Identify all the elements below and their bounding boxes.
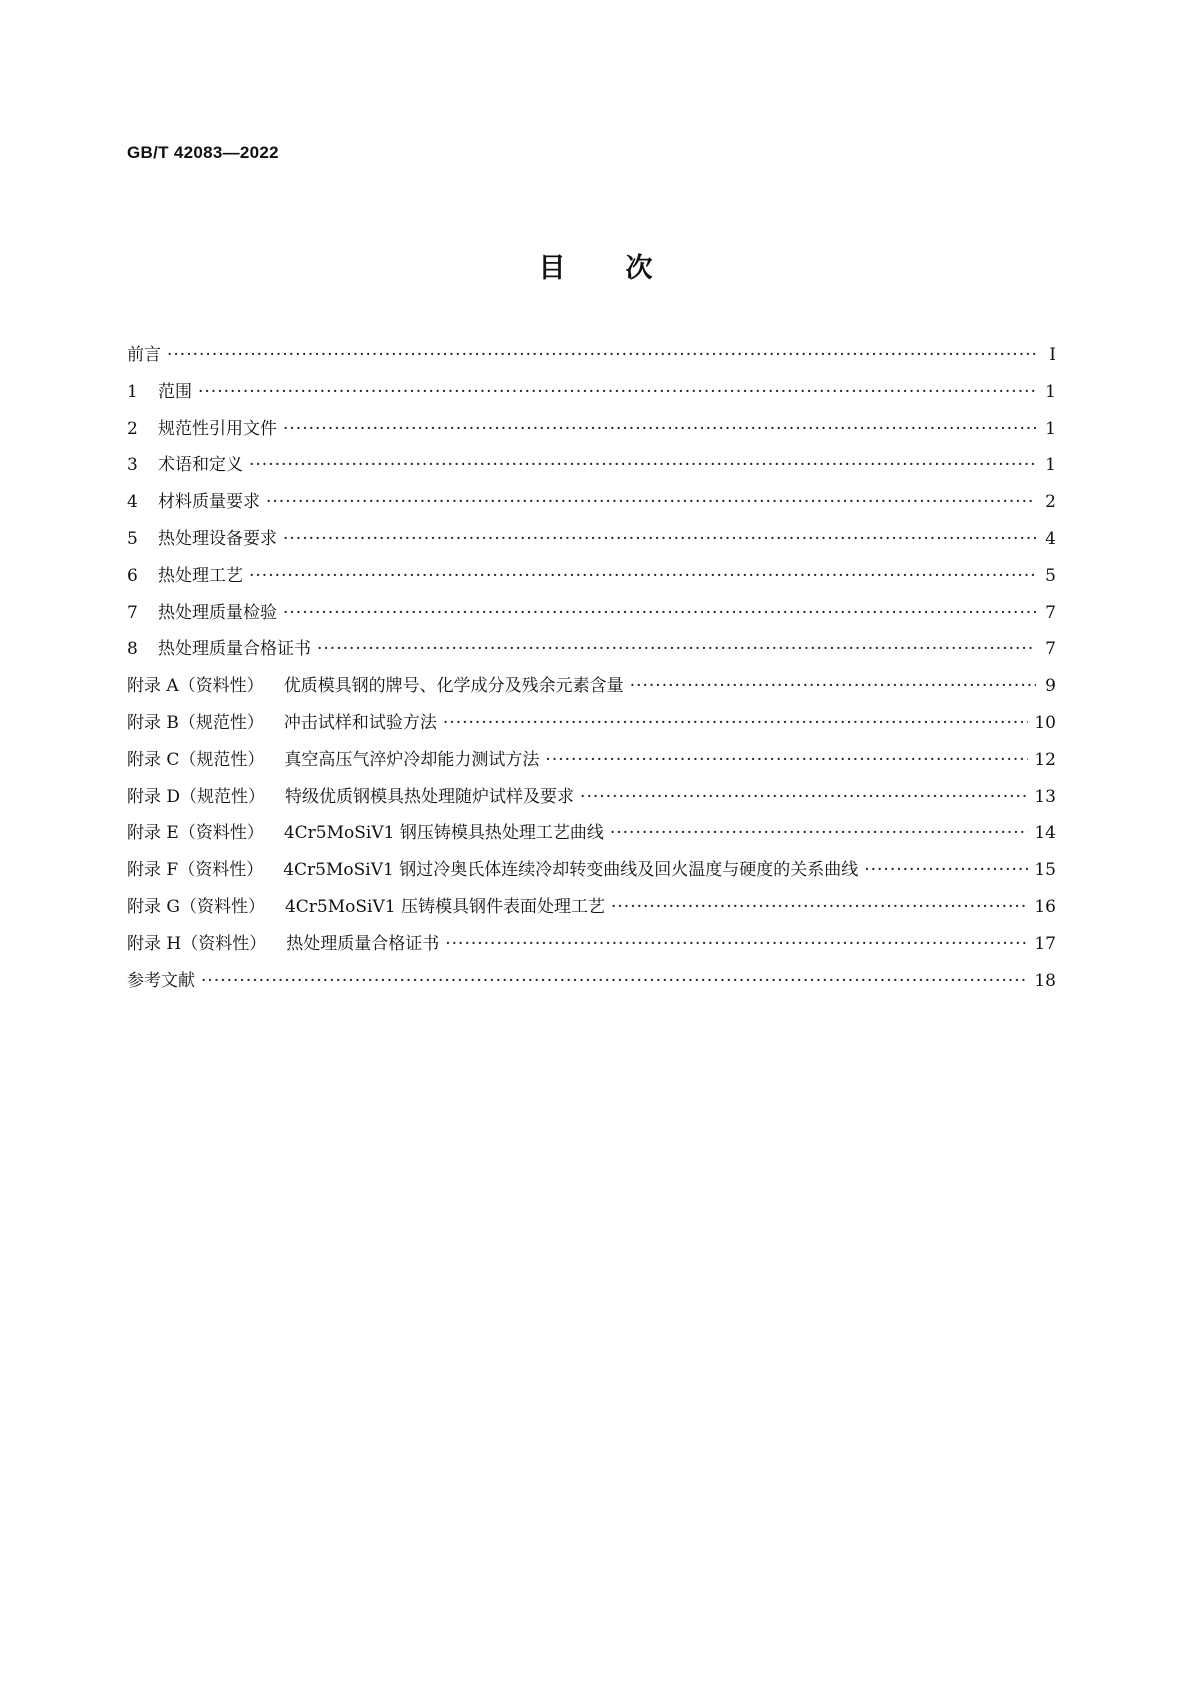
toc-entry-appendix-prefix: 附录 E（资料性） [127,823,264,844]
toc-entry[interactable] [127,892,1056,929]
toc-entry[interactable] [127,450,1056,487]
toc-dot-leader [545,750,1028,770]
toc-dot-leader [317,639,1036,659]
toc-entry-label: 4Cr5MoSiV1 压铸模具钢件表面处理工艺 [284,896,605,917]
toc-entry-label: 术语和定义 [158,455,243,476]
toc-dot-leader [283,603,1036,623]
page-title: 目次 [538,253,713,284]
toc-entry-appendix-prefix: 附录 A（资料性） [127,676,264,697]
toc-entry-label: 热处理设备要求 [158,528,277,549]
toc-entry-page-number: 7 [1045,639,1056,660]
toc-entry[interactable] [127,340,1056,377]
toc-entry[interactable] [127,782,1056,819]
toc-entry-label: 热处理质量检验 [158,602,277,623]
toc-entry-appendix-prefix: 附录 G（资料性） [127,896,265,917]
toc-entry-label: 真空高压气淬炉冷却能力测试方法 [284,749,540,770]
toc-entry-page-number: Ⅰ [1049,345,1056,365]
toc-dot-leader [610,823,1029,843]
toc-entry[interactable] [127,634,1056,671]
toc-dot-leader [864,860,1028,880]
toc-entry-label: 特级优质钢模具热处理随炉试样及要求 [285,786,575,807]
toc-dot-leader [167,345,1036,365]
toc-dot-leader [283,419,1036,439]
toc-entry-label: 4Cr5MoSiV1 钢过冷奥氏体连续冷却转变曲线及回火温度与硬度的关系曲线 [283,860,859,881]
toc-entry-number: 4 [127,492,138,513]
toc-dot-leader [611,897,1028,917]
toc-entry-appendix-prefix: 附录 F（资料性） [127,860,264,881]
toc-entry[interactable] [127,745,1056,782]
toc-entry-appendix-prefix: 附录 B（规范性） [127,712,264,733]
toc-entry-appendix-prefix: 附录 C（规范性） [127,749,265,770]
toc-entry-label: 前言 [127,345,161,365]
toc-entry-label: 冲击试样和试验方法 [283,712,437,733]
toc-entry-appendix-prefix: 附录 D（规范性） [127,786,266,807]
toc-entry[interactable] [127,414,1056,451]
toc-entry-page-number: 18 [1034,970,1056,991]
toc-entry-number: 7 [127,602,138,623]
toc-entry[interactable] [127,818,1056,855]
table-of-contents [127,340,1056,1002]
toc-entry[interactable] [127,671,1056,708]
toc-entry[interactable] [127,598,1056,635]
toc-entry-page-number: 5 [1045,565,1056,586]
toc-entry-page-number: 13 [1034,786,1056,807]
toc-entry-label: 范围 [158,381,192,402]
toc-entry[interactable] [127,487,1056,524]
toc-dot-leader [580,787,1028,807]
toc-entry-number: 1 [127,381,138,402]
toc-entry-label: 规范性引用文件 [158,418,277,439]
toc-entry-page-number: 15 [1034,860,1056,881]
toc-entry-label: 热处理工艺 [158,565,243,586]
toc-dot-leader [630,676,1036,696]
toc-entry-label: 热处理质量合格证书 [286,933,440,954]
toc-entry[interactable] [127,708,1056,745]
toc-dot-leader [283,529,1036,549]
toc-entry-page-number: 12 [1034,749,1056,770]
toc-entry-label: 4Cr5MoSiV1 钢压铸模具热处理工艺曲线 [283,823,604,844]
toc-entry-page-number: 17 [1034,933,1056,954]
toc-dot-leader [201,971,1028,991]
toc-entry-page-number: 7 [1045,602,1056,623]
toc-entry-label: 材料质量要求 [158,492,260,513]
toc-dot-leader [443,713,1028,733]
toc-dot-leader [249,566,1036,586]
toc-entry-number: 3 [127,455,138,476]
toc-entry-page-number: 1 [1045,418,1056,439]
toc-entry-page-number: 16 [1034,896,1056,917]
toc-entry-page-number: 2 [1045,492,1056,513]
toc-dot-leader [249,455,1036,475]
toc-entry-page-number: 1 [1045,381,1056,402]
toc-entry-label: 热处理质量合格证书 [158,639,311,660]
document-code: GB/T 42083—2022 [127,143,279,162]
toc-entry-number: 2 [127,418,138,439]
toc-entry[interactable] [127,855,1056,892]
toc-dot-leader [266,492,1036,512]
toc-entry-number: 6 [127,565,138,586]
toc-entry-page-number: 14 [1034,823,1056,844]
toc-entry[interactable] [127,929,1056,966]
toc-entry-label: 参考文献 [127,970,195,991]
toc-entry-appendix-prefix: 附录 H（资料性） [127,933,267,954]
toc-entry[interactable] [127,377,1056,414]
toc-entry-number: 5 [127,528,138,549]
toc-entry[interactable] [127,561,1056,598]
toc-entry-page-number: 9 [1045,676,1056,697]
toc-entry-page-number: 4 [1045,528,1056,549]
toc-dot-leader [198,382,1036,402]
toc-dot-leader [445,934,1028,954]
toc-entry-label: 优质模具钢的牌号、化学成分及残余元素含量 [283,676,624,697]
toc-entry-number: 8 [127,639,138,660]
toc-entry-page-number: 1 [1045,455,1056,476]
toc-entry[interactable] [127,966,1056,1003]
toc-entry-page-number: 10 [1034,712,1056,733]
toc-entry[interactable] [127,524,1056,561]
